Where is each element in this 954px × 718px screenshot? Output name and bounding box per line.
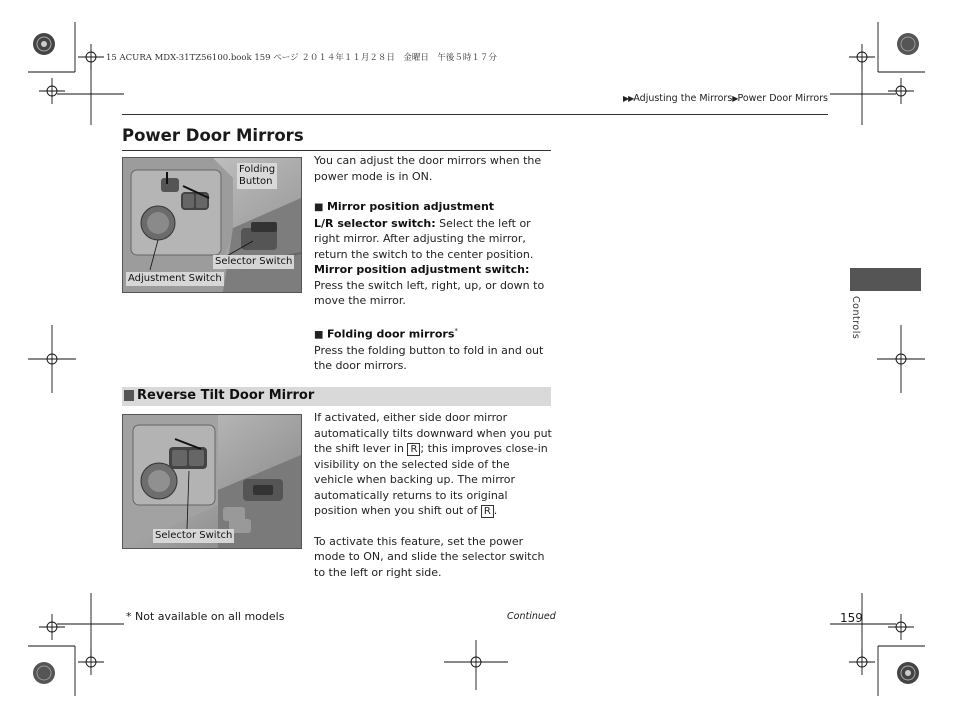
breadcrumb (623, 93, 828, 104)
mirror-switch-photo (122, 157, 302, 293)
reverse-tilt-paragraph-1: If activated, either side door mirror automatically tilts downward when you put the shift lever in R ; this improves close-in visibility on the selected side of the vehicle when backing up. The mirror automatically returns to its original position when you shift out of R . (314, 411, 552, 517)
lr-selector-paragraph: L/R selector switch: Select the left or right mirror. After adjusting the mirror, return the switch to the center position. (314, 216, 534, 261)
folding-paragraph: Press the folding button to fold in and out the door mirrors. (314, 343, 544, 373)
footnote: * Not available on all models (126, 610, 285, 623)
adjustment-switch-paragraph: Mirror position adjustment switch: Press the switch left, right, up, or down to move the mirror. (314, 263, 545, 307)
reverse-tilt-paragraph-2: To activate this feature, set the power mode to ON, and slide the selector switch to the left or right side. (314, 534, 545, 579)
intro-paragraph: You can adjust the door mirrors when the power mode is in ON. (314, 154, 542, 183)
chapter-tab (850, 268, 921, 291)
folding-heading: ■ Folding door mirrors* (314, 326, 458, 341)
callout-folding-button: Folding Button (239, 164, 276, 187)
callout-selector-switch-2: Selector Switch (155, 530, 233, 541)
chapter-label: Controls (850, 296, 861, 340)
main-instructions (314, 153, 554, 374)
section-heading-reverse-tilt (122, 387, 551, 406)
section-square-icon (124, 390, 134, 401)
shift-r-icon: R (407, 443, 420, 456)
section-heading-label: Reverse Tilt Door Mirror (137, 388, 315, 403)
callout-selector-switch: Selector Switch (215, 256, 293, 267)
page-title: Power Door Mirrors (122, 126, 304, 145)
continued-label: Continued (507, 611, 556, 622)
title-rule (122, 150, 551, 151)
file-header: 15 ACURA MDX-31TZ56100.book 159 ページ ２０１４年１１月２８日 金曜日 午後５時１７分 (106, 53, 497, 63)
reverse-tilt-instructions (314, 410, 552, 580)
breadcrumb-arrows: ▶▶ (623, 94, 634, 103)
shift-r-icon: R (481, 505, 494, 518)
breadcrumb-page: Power Door Mirrors (737, 93, 828, 104)
breadcrumb-section: Adjusting the Mirrors (633, 93, 733, 104)
callout-adjustment-switch: Adjustment Switch (128, 273, 222, 284)
header-rule (122, 114, 828, 115)
breadcrumb-separator: ▶ (732, 94, 738, 103)
mirror-position-heading: ■ Mirror position adjustment (314, 200, 495, 213)
page-number: 159 (840, 611, 863, 625)
selector-switch-photo (122, 414, 302, 549)
